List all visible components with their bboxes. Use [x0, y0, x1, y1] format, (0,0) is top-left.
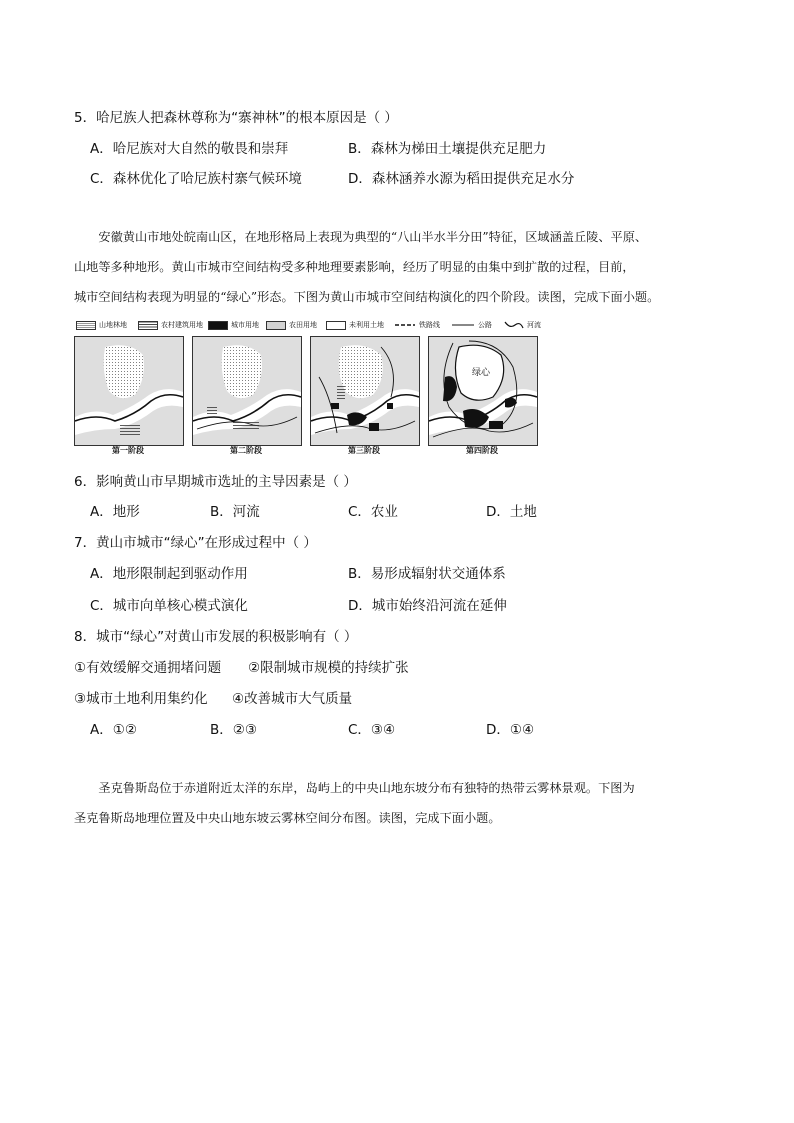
map-stage-2	[192, 336, 302, 446]
legend-label: 山地林地	[99, 321, 127, 329]
q5-option-d[interactable]: D．森林涵养水源为稻田提供充足水分	[348, 171, 575, 187]
passage-line: 安徽黄山市地处皖南山区，在地形格局上表现为典型的“八山半水半分田”特征，区域涵盖丘陵、平原、	[98, 230, 648, 244]
q8-option-c[interactable]: C．③④	[348, 722, 396, 738]
legend-swatch-forest	[76, 321, 96, 330]
q6-option-a[interactable]: A．地形	[90, 504, 140, 520]
q7-option-c[interactable]: C．城市向单核心模式演化	[90, 598, 248, 614]
map-caption-stage-1: 第一阶段	[112, 445, 144, 455]
q6-option-c[interactable]: C．农业	[348, 504, 398, 520]
legend-railway-icon	[394, 321, 416, 329]
q8-option-a[interactable]: A．①②	[90, 722, 137, 738]
q6-option-d[interactable]: D．土地	[486, 504, 537, 520]
legend-road-icon	[451, 321, 475, 329]
legend-label: 公路	[478, 321, 492, 329]
green-heart-label: 绿心	[471, 368, 491, 378]
q8-option-d[interactable]: D．①④	[486, 722, 535, 738]
passage-santa-cruz	[74, 773, 724, 833]
legend-label: 农田用地	[289, 321, 317, 329]
passage-line: 圣克鲁斯岛地理位置及中央山地东坡云雾林空间分布图。读图，完成下面小题。	[74, 811, 501, 825]
q8-option-b[interactable]: B．②③	[210, 722, 257, 738]
q5-option-b[interactable]: B．森林为梯田土壤提供充足肥力	[348, 141, 547, 157]
legend-label: 城市用地	[231, 321, 259, 329]
figure-legend	[76, 320, 726, 334]
question-8-stem: 8．城市“绿心”对黄山市发展的积极影响有（ ）	[74, 629, 358, 645]
question-7-stem: 7．黄山市城市“绿心”在形成过程中（ ）	[74, 535, 317, 551]
map-stage-1	[74, 336, 184, 446]
q7-option-a[interactable]: A．地形限制起到驱动作用	[90, 566, 248, 582]
map-caption-stage-2: 第二阶段	[230, 445, 262, 455]
passage-line: 圣克鲁斯岛位于赤道附近太洋的东岸，岛屿上的中央山地东坡分布有独特的热带云雾林景观。下图为	[98, 781, 635, 795]
q7-option-d[interactable]: D．城市始终沿河流在延伸	[348, 598, 507, 614]
map-stage-4	[428, 336, 538, 446]
q5-option-a[interactable]: A．哈尼族对大自然的敬畏和崇拜	[90, 141, 289, 157]
map-caption-stage-3: 第三阶段	[348, 445, 380, 455]
q6-option-b[interactable]: B．河流	[210, 504, 260, 520]
map-stage-3	[310, 336, 420, 446]
q8-statement-4: ④改善城市大气质量	[232, 691, 353, 707]
q8-statement-3: ③城市土地利用集约化	[74, 691, 208, 707]
legend-river-icon	[504, 320, 524, 330]
q8-statement-1: ①有效缓解交通拥堵问题	[74, 660, 222, 676]
q5-option-c[interactable]: C．森林优化了哈尼族村寨气候环境	[90, 171, 302, 187]
legend-swatch-urban	[208, 321, 228, 330]
map-caption-stage-4: 第四阶段	[466, 445, 498, 455]
question-5-stem: 5．哈尼族人把森林尊称为“寨神林”的根本原因是（ ）	[74, 110, 398, 126]
legend-label: 农村建筑用地	[161, 321, 203, 329]
question-6-stem: 6．影响黄山市早期城市选址的主导因素是（ ）	[74, 474, 357, 490]
q7-option-b[interactable]: B．易形成辐射状交通体系	[348, 566, 506, 582]
legend-swatch-unused	[326, 321, 346, 330]
legend-label: 未利用土地	[349, 321, 384, 329]
passage-huangshan	[74, 222, 724, 312]
legend-label: 铁路线	[419, 321, 440, 329]
passage-line: 山地等多种地形。黄山市城市空间结构受多种地理要素影响，经历了明显的由集中到扩散的过程，目前，	[74, 260, 635, 274]
legend-swatch-farmland	[266, 321, 286, 330]
q8-statement-2: ②限制城市规模的持续扩张	[248, 660, 409, 676]
legend-label: 河流	[527, 321, 541, 329]
legend-swatch-rural	[138, 321, 158, 330]
passage-line: 城市空间结构表现为明显的“绿心”形态。下图为黄山市城市空间结构演化的四个阶段。读图，完成下面小题。	[74, 290, 660, 304]
